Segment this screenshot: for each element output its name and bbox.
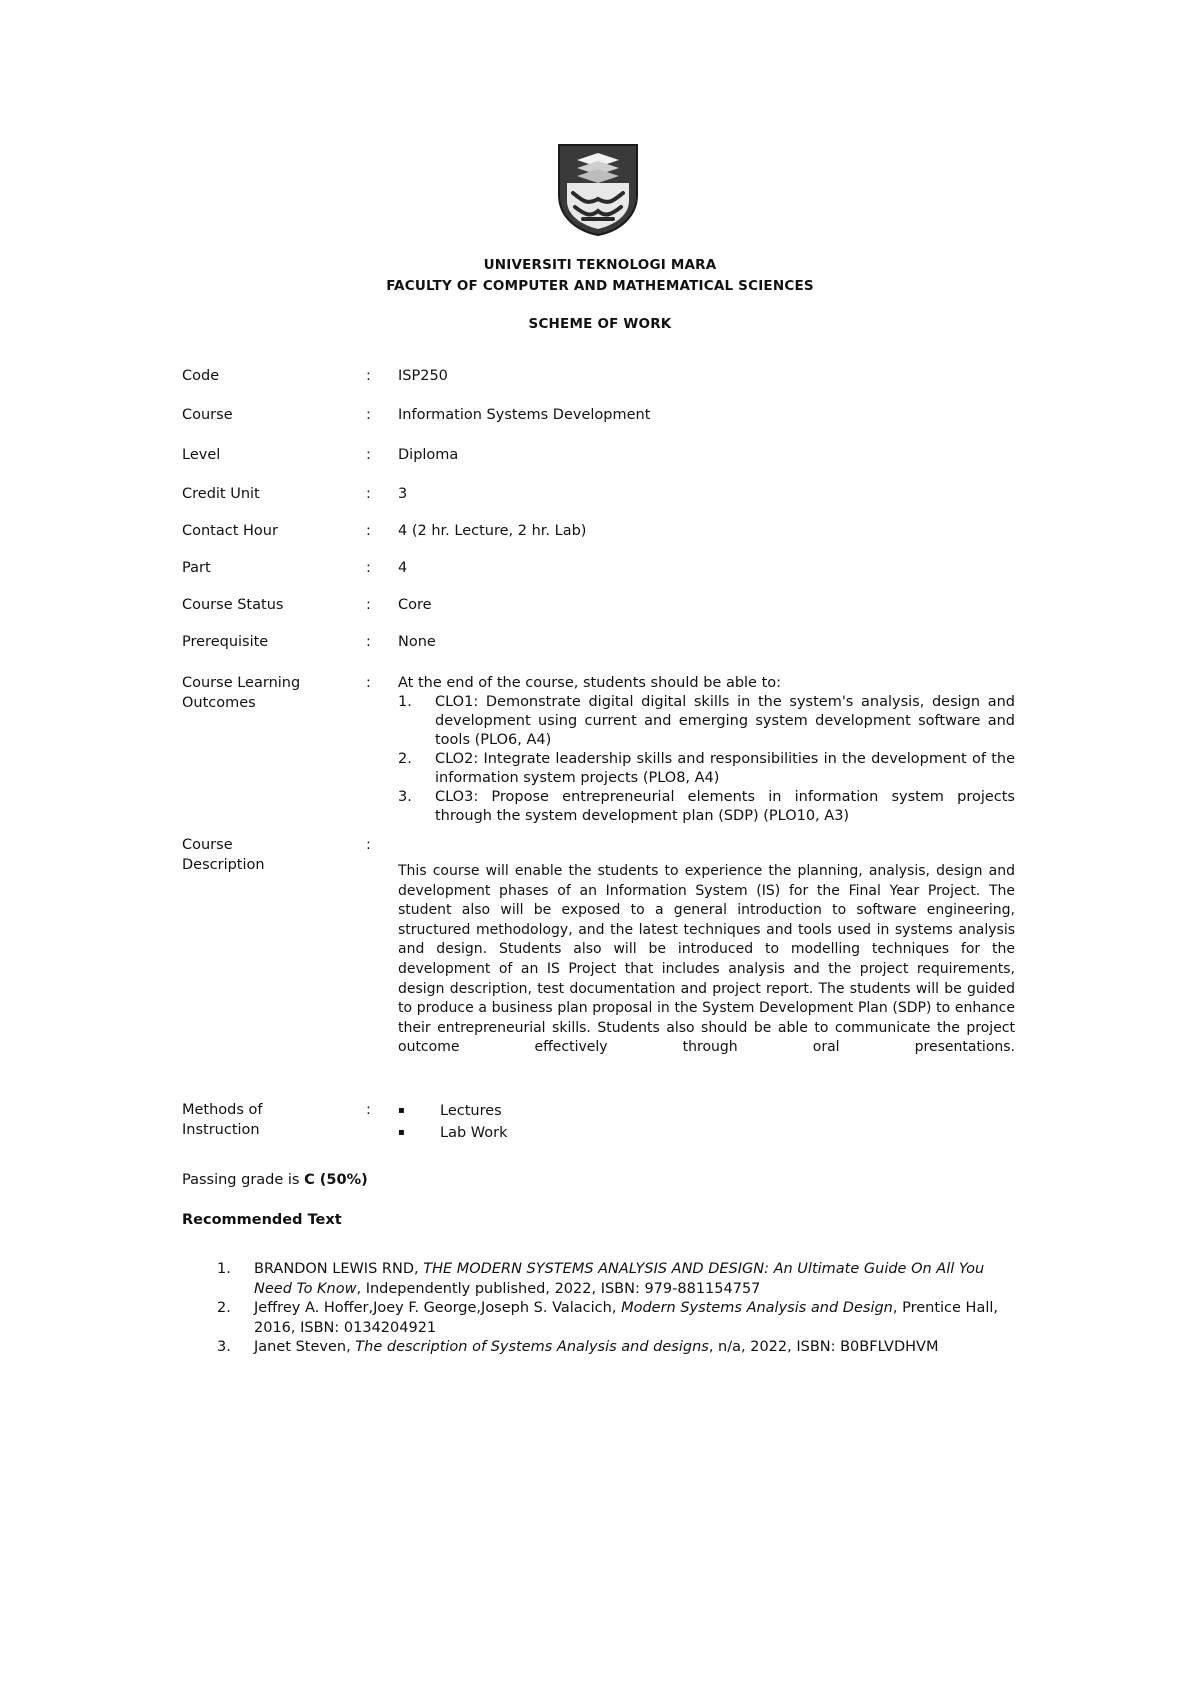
label-line: Description <box>182 857 265 873</box>
field-label: Part <box>182 560 211 576</box>
square-bullet-icon: ▪ <box>398 1105 405 1116</box>
reference-author: Jeffrey A. Hoffer,Joey F. George,Joseph S. Valacich, <box>254 1300 622 1316</box>
reference-author: BRANDON LEWIS RND, <box>254 1261 424 1277</box>
field-label: Course Status <box>182 597 284 613</box>
recommended-text-heading: Recommended Text <box>182 1212 342 1228</box>
list-item <box>398 1100 1015 1122</box>
reference-details: , Independently published, 2022, ISBN: 979-881154757 <box>356 1280 761 1297</box>
field-value: 3 <box>398 486 408 502</box>
colon: : <box>366 634 371 650</box>
clo-text: CLO1: Demonstrate digital digital skills in the system's analysis, design and development using current and emerging system development software and tools (PLO6, A4) <box>435 694 1015 748</box>
faculty-name: FACULTY OF COMPUTER AND MATHEMATICAL SCIENCES <box>386 278 814 294</box>
clo-text: CLO3: Propose entrepreneurial elements in information system projects through the system development plan (SDP) (PLO10, A3) <box>435 789 1015 824</box>
field-label: Credit Unit <box>182 486 260 502</box>
colon: : <box>366 486 371 502</box>
document-title: SCHEME OF WORK <box>528 316 672 332</box>
field-value: None <box>398 634 436 650</box>
colon: : <box>366 837 371 853</box>
clo-intro: At the end of the course, students should be able to: <box>398 675 782 691</box>
colon: : <box>366 407 371 423</box>
field-value: Information Systems Development <box>398 407 651 423</box>
label-line: Outcomes <box>182 695 256 711</box>
passing-grade-value: C (50%) <box>304 1172 368 1188</box>
field-value: Core <box>398 597 432 613</box>
label-line: Methods of <box>182 1102 263 1118</box>
method-label: Lectures <box>440 1103 502 1119</box>
field-label: Level <box>182 447 221 463</box>
field-label: Contact Hour <box>182 523 278 539</box>
field-label: Code <box>182 368 220 384</box>
passing-grade <box>182 1172 368 1188</box>
field-label: Course <box>182 407 233 423</box>
clo-number: 2. <box>398 751 412 767</box>
colon: : <box>366 1102 371 1118</box>
clo-item <box>398 750 1015 788</box>
methods-block <box>398 1100 1015 1144</box>
reference-title: THE MODERN SYSTEMS ANALYSIS AND DESIGN: An Ultimate Guide On All You Need To Know <box>254 1261 985 1297</box>
clo-number: 1. <box>398 694 412 710</box>
reference-number: 1. <box>217 1261 231 1277</box>
clo-item <box>398 693 1015 750</box>
university-name: UNIVERSITI TEKNOLOGI MARA <box>483 257 717 273</box>
colon: : <box>366 447 371 463</box>
label-line: Course <box>182 837 233 853</box>
reference-title: The description of Systems Analysis and designs <box>355 1339 709 1355</box>
square-bullet-icon: ▪ <box>398 1127 405 1138</box>
list-item <box>398 1122 1015 1144</box>
reference-item <box>217 1338 1017 1358</box>
passing-prefix: Passing grade is <box>182 1172 305 1188</box>
field-value: 4 <box>398 560 408 576</box>
reference-author: Janet Steven, <box>254 1339 356 1355</box>
field-value: 4 (2 hr. Lecture, 2 hr. Lab) <box>398 523 587 539</box>
field-label <box>182 1100 352 1140</box>
colon: : <box>366 560 371 576</box>
clo-text: CLO2: Integrate leadership skills and responsibilities in the development of the information system projects (PLO8, A4) <box>435 751 1015 786</box>
clo-block <box>398 673 1015 826</box>
field-label <box>182 673 352 713</box>
uitm-crest-icon <box>557 143 639 237</box>
colon: : <box>366 523 371 539</box>
reference-number: 3. <box>217 1339 231 1355</box>
reference-item <box>217 1299 1017 1338</box>
colon: : <box>366 597 371 613</box>
colon: : <box>366 368 371 384</box>
label-line: Course Learning <box>182 675 301 691</box>
clo-number: 3. <box>398 789 412 805</box>
reference-item <box>217 1260 1017 1299</box>
reference-list <box>217 1260 1017 1358</box>
reference-title: Modern Systems Analysis and Design <box>621 1300 893 1316</box>
method-label: Lab Work <box>440 1125 508 1141</box>
field-label: Prerequisite <box>182 634 269 650</box>
methods-list <box>398 1100 1015 1144</box>
clo-list <box>398 693 1015 826</box>
clo-item <box>398 788 1015 826</box>
description-text: This course will enable the students to experience the planning, analysis, design and development phases of an Information System (IS) for the Final Year Project. The student also will be exposed to a general introduction to software engineering, structured methodology, and the latest techniques and tools used in systems analysis and design. Students also will be introduced to modelling techniques for the development of an IS Project that includes analysis and the project requirements, design description, test documentation and project report. The students will be guided to produce a business plan proposal in the System Development Plan (SDP) to enhance their entrepreneurial skills. Students also should be able to communicate the project outcome effectively through oral presentations. <box>398 863 1015 1056</box>
label-line: Instruction <box>182 1122 260 1138</box>
reference-number: 2. <box>217 1300 231 1316</box>
reference-details: , Prentice Hall, 2016, ISBN: 0134204921 <box>254 1300 999 1336</box>
field-label <box>182 835 352 875</box>
colon: : <box>366 675 371 691</box>
field-value: Diploma <box>398 447 459 463</box>
reference-details: , n/a, 2022, ISBN: B0BFLVDHVM <box>708 1339 939 1355</box>
field-value: ISP250 <box>398 368 448 384</box>
